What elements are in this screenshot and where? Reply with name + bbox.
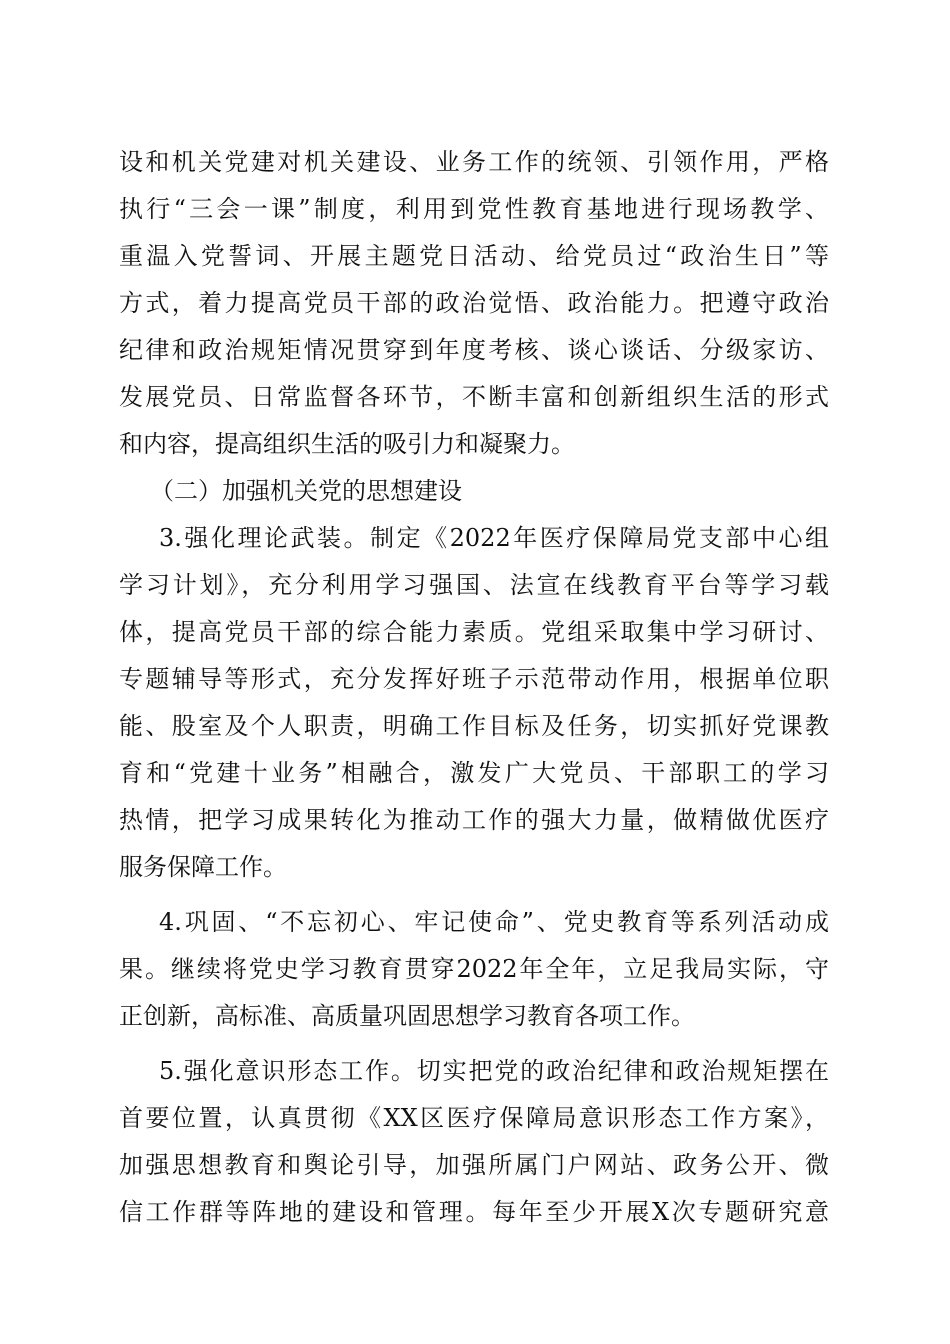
body-text-line: 设和机关党建对机关建设、业务工作的统领、引领作用，严格 xyxy=(119,148,829,176)
body-text-line: 发展党员、日常监督各环节，不断丰富和创新组织生活的形式 xyxy=(119,383,829,411)
body-text-line: 方式，着力提高党员干部的政治觉悟、政治能力。把遵守政治 xyxy=(119,289,829,317)
body-text-line: 执行“三会一课”制度，利用到党性教育基地进行现场教学、 xyxy=(119,195,829,223)
body-text-line: 首要位置，认真贯彻《XX区医疗保障局意识形态工作方案》， xyxy=(119,1104,829,1132)
body-text-line: 加强思想教育和舆论引导，加强所属门户网站、政务公开、微 xyxy=(119,1151,829,1179)
body-text-line: 正创新，高标准、高质量巩固思想学习教育各项工作。 xyxy=(119,1002,695,1030)
section-heading: （二）加强机关党的思想建设 xyxy=(150,477,462,505)
body-text-line: 专题辅导等形式，充分发挥好班子示范带动作用，根据单位职 xyxy=(119,665,829,693)
paragraph-first-line: 5.强化意识形态工作。切实把党的政治纪律和政治规矩摆在 xyxy=(159,1057,829,1085)
body-text-line: 果。继续将党史学习教育贯穿2022年全年，立足我局实际，守 xyxy=(119,955,829,983)
paragraph-first-line: 3.强化理论武装。制定《2022年医疗保障局党支部中心组 xyxy=(159,524,829,552)
body-text-line: 信工作群等阵地的建设和管理。每年至少开展X次专题研究意 xyxy=(119,1198,829,1226)
body-text-line: 热情，把学习成果转化为推动工作的强大力量，做精做优医疗 xyxy=(119,806,829,834)
body-text-line: 育和“党建十业务”相融合，激发广大党员、干部职工的学习 xyxy=(119,759,829,787)
paragraph-first-line: 4.巩固、“不忘初心、牢记使命”、党史教育等系列活动成 xyxy=(159,908,829,936)
body-text-line: 纪律和政治规矩情况贯穿到年度考核、谈心谈话、分级家访、 xyxy=(119,336,829,364)
body-text-line: 服务保障工作。 xyxy=(119,853,287,881)
body-text-line: 学习计划》，充分利用学习强国、法宣在线教育平台等学习载 xyxy=(119,571,829,599)
body-text-line: 重温入党誓词、开展主题党日活动、给党员过“政治生日”等 xyxy=(119,242,829,270)
body-text-line: 体，提高党员干部的综合能力素质。党组采取集中学习研讨、 xyxy=(119,618,829,646)
body-text-line: 能、股室及个人职责，明确工作目标及任务，切实抓好党课教 xyxy=(119,712,829,740)
body-text-line: 和内容，提高组织生活的吸引力和凝聚力。 xyxy=(119,430,575,458)
